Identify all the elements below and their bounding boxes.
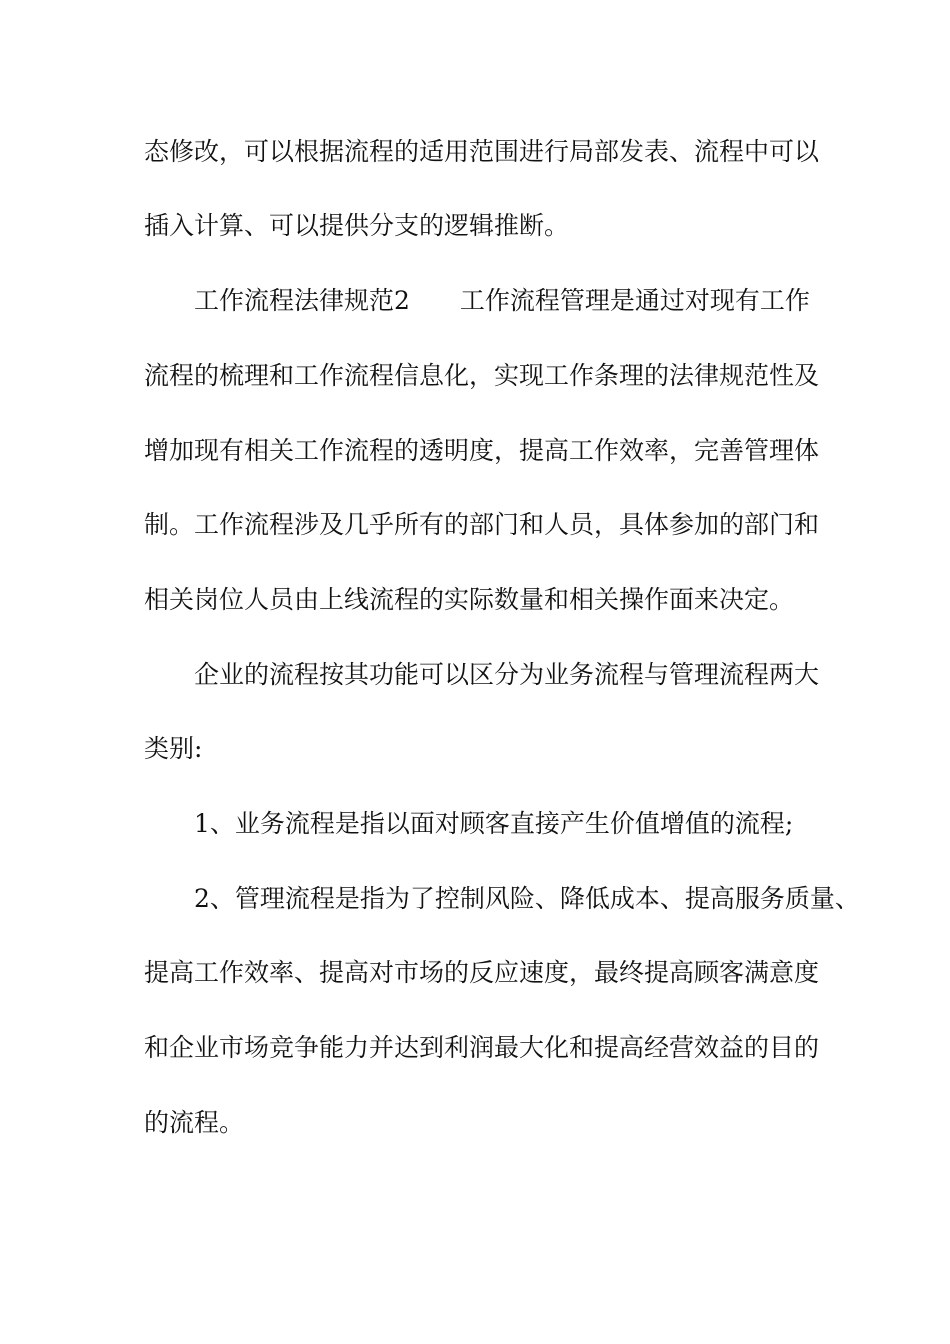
text-line: 相关岗位人员由上线流程的实际数量和相关操作面来决定。 xyxy=(144,585,795,614)
text-line: 插入计算、可以提供分支的逻辑推断。 xyxy=(144,211,570,240)
list-item-2: 2、管理流程是指为了控制风险、降低成本、提高服务质量、 xyxy=(194,884,860,913)
text-line: 企业的流程按其功能可以区分为业务流程与管理流程两大 xyxy=(194,660,820,689)
paragraph-heading-line: 工作流程法律规范2 工作流程管理是通过对现有工作 xyxy=(194,286,810,315)
text-line: 和企业市场竞争能力并达到利润最大化和提高经营效益的目的 xyxy=(144,1033,820,1062)
text-line: 流程的梳理和工作流程信息化，实现工作条理的法律规范性及 xyxy=(144,361,820,390)
text-line: 的流程。 xyxy=(144,1108,245,1137)
text-line: 态修改，可以根据流程的适用范围进行局部发表、流程中可以 xyxy=(144,137,820,166)
list-item-1: 1、业务流程是指以面对顾客直接产生价值增值的流程; xyxy=(194,809,794,838)
text-line: 类别: xyxy=(144,734,203,763)
text-line: 制。工作流程涉及几乎所有的部门和人员，具体参加的部门和 xyxy=(144,510,820,539)
text-line: 增加现有相关工作流程的透明度，提高工作效率，完善管理体 xyxy=(144,436,820,465)
text-line: 提高工作效率、提高对市场的反应速度，最终提高顾客满意度 xyxy=(144,958,820,987)
